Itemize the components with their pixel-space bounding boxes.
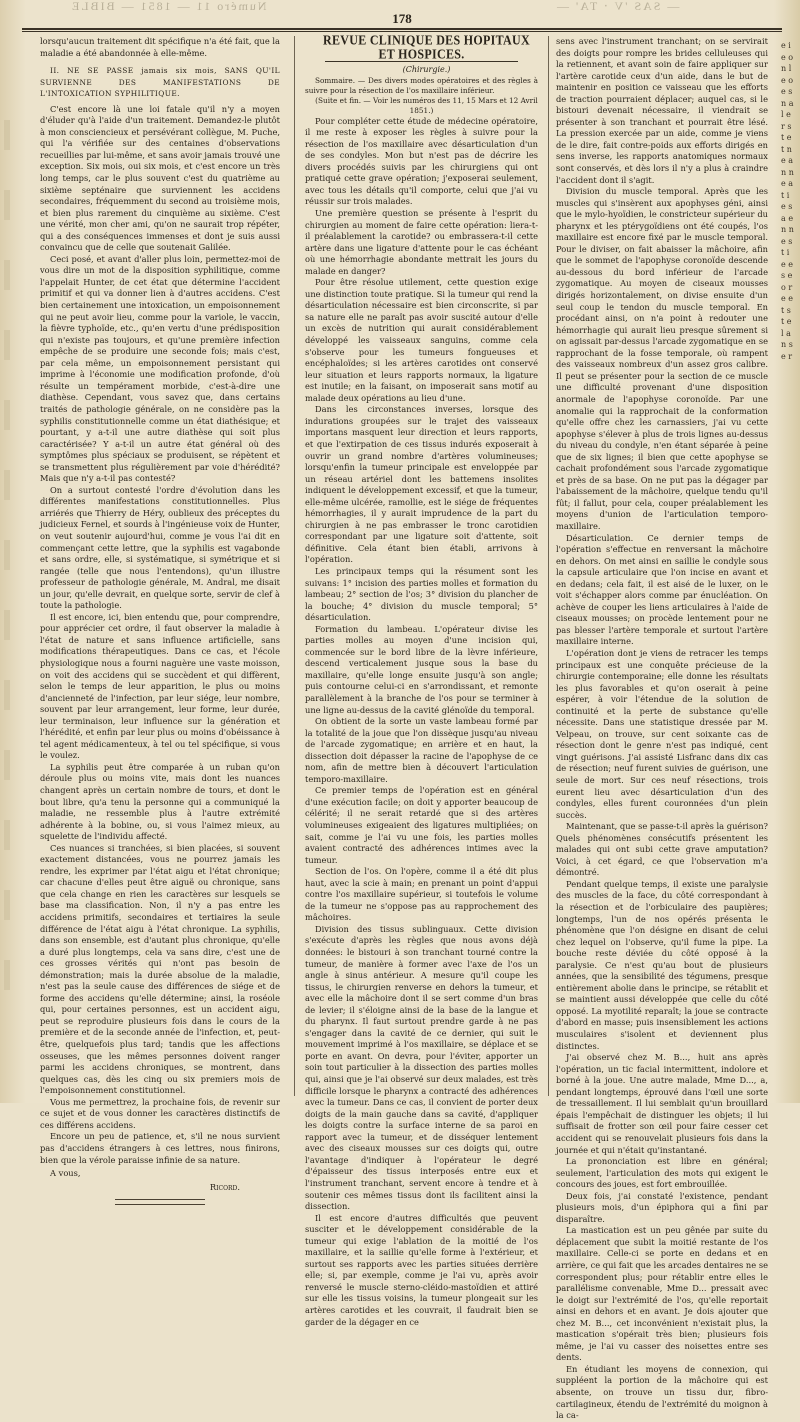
page-number: 178	[392, 11, 412, 26]
right-column	[556, 36, 768, 1421]
paragraph: La mastication est un peu gênée par suite du déplacement que subit la moitié restante de l'os maxillaire. Celle-ci se porte en dedans et en arrière, ce qui fait que les arcades dentaires ne se correspondent plus; pour rétablir entre elles le parallélisme convenable, Mme D... pressait avec le doigt sur l'extrémité de l'os, qu'elle reportait ainsi en dehors et en avant. Je dois ajouter que chez M. B..., cet inconvénient n'existait plus, la mastication s'opérait très bien; plusieurs fois même, je l'ai vu casser des noisettes entre ses dents.	[556, 1225, 768, 1363]
paragraph: Formation du lambeau. L'opérateur divise les parties molles au moyen d'une incision qui, commencée sur le bord libre de la lèvre inférieure, descend verticalement jusque sous la base du maxillaire, qu'elle longe ensuite jusqu'à son angle; puis contourne celui-ci en s'arrondissant, et remonte parallèlement à la branche de l'os pour se terminer à une ligne au-dessus de la cavité glénoïde du temporal.	[305, 623, 538, 715]
column-rule-left	[294, 36, 295, 1096]
column-rule-right	[548, 36, 549, 1096]
paragraph: Encore un peu de patience, et, s'il ne nous survient pas d'accidens étrangers à ces lettres, nous finirons, bien que la vérole paraisse infinie de sa nature.	[40, 1131, 280, 1165]
left-column	[40, 36, 280, 1192]
paragraph: Deux fois, j'ai constaté l'existence, pendant plusieurs mois, d'un épiphora qui a fini par disparaître.	[556, 1190, 768, 1224]
paragraph: Il est encore, ici, bien entendu que, pour comprendre, pour apprécier cet ordre, il faut observer la maladie à l'état de nature et sans influence artificielle, sans modifications thérapeutiques. Dans ce cas, et l'école physiologique nous a fourni naguère une vaste moisson, on voit des accidens qui se succèdent et qui diffèrent, selon le temps de leur apparition, le plus ou moins d'ancienneté de l'infection, par leur siége, leur nombre, souvent par leur arrangement, leur forme, leur durée, leur terminaison, leur influence sur la génération et l'hérédité, et enfin par leur plus ou moins d'obéissance à tel agent médicamenteux, à tel ou tel spécifique, si vous le voulez.	[40, 611, 280, 761]
letter-closing: A vous,	[50, 1168, 81, 1179]
paragraph: Ceci posé, et avant d'aller plus loin, permettez-moi de vous dire un mot de la disposition syphilitique, comme l'appelait Hunter, de cet état que détermine l'accident primitif et qui va donner lien à d'autres accidens. C'est bien certainement une intoxication, un empoisonnement qui ne peut avoir lieu, comme pour la variole, le vaccin, la fièvre typhoïde, etc., qu'en vertu d'une prédisposition qui n'existe pas toujours, et qu'une première infection empêche de se produire une seconde fois; mais c'est, par cela même, un empoisonnement persistant qui imprime à l'économie une modification profonde, d'où résulte un tempérament morbide, c'est-à-dire une diathèse. Cependant, vous savez que, dans certains traités de pathologie générale, on ne considère pas la syphilis constitutionnelle comme un état diathésique; et pourtant, y a-t-il une autre diathèse qui soit plus caractérisée? Y a-t-il un autre état général où des symptômes plus spéciaux se produisent, se répètent et se transmettent plus régulièrement par voie d'hérédité? Mais que n'y a-t-il pas contesté?	[40, 253, 280, 484]
paragraph: La syphilis peut être comparée à un ruban qu'on déroule plus ou moins vite, mais dont les nuances changent après un certain nombre de tours, et dont le bout libre, qu'a tenu la personne qui a communiqué la maladie, ne ressemble plus à l'autre extrémité adhérente à la bobine, ou, si vous l'aimez mieux, au squelette de l'individu affecté.	[40, 761, 280, 842]
binding-shadow	[4, 120, 10, 1000]
paragraph: Division des tissus sublinguaux. Cette division s'exécute d'après les règles que nous avons déjà données: le bistouri à son tranchant tourné contre la tumeur, de manière à former avec l'axe de l'os un angle à sinus antérieur. A mesure qu'il coupe les tissus, le chirurgien renverse en dehors la tumeur, et avec elle la mâchoire dont il se sert comme d'un bras de levier; il s'éloigne ainsi de la base de la langue et du pharynx. Il faut surtout prendre garde à ne pas s'engager dans la cavité de ce dernier, qui suit le mouvement imprimé à l'os maxillaire, se déplace et se porte en avant. On devra, pour l'éviter, apporter un soin tout particulier à la dissection des parties molles qui, ainsi que je l'ai observé sur deux malades, est très difficile lorsque le pharynx a contracté des adhérences avec la tumeur. Dans ce cas, il convient de porter deux doigts de la main gauche dans sa cavité, d'appliquer les doigts contre la surface interne de sa paroi en rapport avec la tumeur, et de disséquer lentement avec des ciseaux mousses sur ces doigts qui, outre l'avantage d'indiquer à l'opérateur le degré d'épaisseur des tissus interposés entre eux et l'instrument tranchant, servent encore à tendre et à soutenir ces mêmes tissus dont ils facilitent ainsi la dissection.	[305, 923, 538, 1212]
bleed-text-right: — SAS 'V ‧ TA' —	[555, 0, 680, 13]
paragraph: Ce premier temps de l'opération est en général d'une exécution facile; on doit y apporter beaucoup de célérité; il ne serait retardé que si des artères volumineuses exigeaient des ligatures multipliées; on sait, comme je l'ai vu une fois, les parties molles avaient contracté des adhérences intimes avec la tumeur.	[305, 785, 538, 865]
section-subtitle: (Chirurgie.)	[402, 65, 451, 75]
paragraph: Ces nuances si tranchées, si bien placées, si souvent exactement distancées, vous ne pourrez jamais les rendre, les exprimer par l'état aigu et l'état chronique; car chacune d'elles peut être aiguë ou chronique, sans que cela change en rien les caractères sur lesquels se base ma classification. Non, il n'y a pas entre les accidens primitifs, secondaires et tertiaires la seule différence de l'état aigu à l'état chronique. La syphilis, dans son ensemble, est d'autant plus chronique, qu'elle a duré plus longtemps, cela va sans dire, c'est une de ces grosses vérités qui n'ont pas besoin de démonstration; mais la durée absolue de la maladie, n'est pas la seule cause des différences de siége et de forme des accidens qu'elle détermine; ainsi, la roséole qui, pour certaines personnes, est un accident aigu, peut se reproduire plusieurs fois dans le cours de la première et de la seconde année de l'infection, et, peut-être, quelquefois plus tard; tandis que les affections osseuses, que les mêmes personnes doivent ranger parmi les accidens chroniques, se montrent, dans quelques cas, dès les cinq ou six premiers mois de l'empoisonnement constitutionnel.	[40, 842, 280, 1096]
paragraph: Désarticulation. Ce dernier temps de l'opération s'effectue en renversant la mâchoire en dehors. On met ainsi en saillie le condyle sous la capsule articulaire que l'on incise en avant et en dedans; cela fait, il est aisé de le luxer, on le voit s'échapper alors comme par énucléation. On achève de couper les liens articulaires à l'aide de ciseaux mousses; on procède lentement pour ne pas blesser l'artère temporale et surtout l'artère maxillaire interne.	[556, 532, 768, 647]
signature: Ricord.	[209, 1181, 240, 1192]
paragraph: sens avec l'instrument tranchant; on se servirait des doigts pour rompre les brides celluleuses qui la retiennent, et avant soin de faire appliquer sur l'artère carotide ceux d'un aide, dans le but de maintenir en position ce vaisseau que les efforts de traction pourraient déplacer; auquel cas, si le bistouri devenait nécessaire, il viendrait se présenter à son tranchant et pourrait être lésé. La pression exercée par un aide, comme je viens de le dire, fait contre-poids aux efforts dirigés en sens inverse, les rapports anatomiques normaux sont conservés, et dès lors il n'y a plus à craindre l'accident dont il s'agit.	[556, 36, 768, 185]
paragraph: lorsqu'aucun traitement dit spécifique n'a été fait, que la maladie a été abandonnée à elle-même.	[40, 36, 280, 58]
paragraph: Section de l'os. On l'opère, comme il a été dit plus haut, avec la scie à main; en prenant un point d'appui contre l'os maxillaire supérieur, si toutefois le volume de la tumeur ne s'oppose pas au rapprochement des mâchoires.	[305, 866, 538, 923]
paragraph: C'est encore là une loi fatale qu'il n'y a moyen d'éluder qu'à l'aide d'un traitement. Demandez-le plutôt à mon consciencieux et persévérant collègue, M. Puche, qui l'a vérifiée sur des centaines d'observations recueillies par lui-même, et sans avoir jamais trouvé une exception. Six mois, oui six mois, et c'est encore un très long temps, car le plus souvent c'est du quatrième au sixième septénaire que surviennent les accidens secondaires, fréquemment du second au troisième mois, et bien plus rarement du cinquième au sixième. C'est une vérité, mon cher ami, qu'on ne saurait trop répéter, qui a des conséquences immenses et dont je suis aussi convaincu que de celle que soutenait Galilée.	[40, 103, 280, 253]
paragraph: Une première question se présente à l'esprit du chirurgien au moment de faire cette opération: liera-t-il préalablement la carotide? ou embrassera-t-il cette artère dans une ligature d'attente pour le cas échéant où une hémorrhagie abondante mettrait les jours du malade en danger?	[305, 208, 538, 276]
continuation-note: (Suite et fin. — Voir les numéros des 11, 15 Mars et 12 Avril 1851.)	[315, 95, 538, 115]
right-margin-bleed: e i e o n l e o e s n a l e r s t e t n e a n n e a t i e s a e n n e s t i e e s e o r e e t s t e l a n s e r	[781, 41, 794, 361]
section-title: REVUE CLINIQUE DES HOPITAUX ET HOSPICES.	[323, 31, 530, 62]
paragraph: Division du muscle temporal. Après que les muscles qui s'insèrent aux apophyses géni, ainsi que le mylo-hyoïdien, le constricteur supérieur du pharynx et les ptérygoïdiens ont été coupés, l'os maxillaire est encore fixé par le muscle temporal. Pour le diviser, on fait abaisser la mâchoire, afin que le sommet de l'apophyse coronoïde descende au-dessous du bord inférieur de l'arcade zygomatique. Au moyen de ciseaux mousses dirigés horizontalement, on divise ensuite d'un seul coup le tendon du muscle temporal. En procédant ainsi, on n'a point à redouter une hémorrhagie qui aurait lieu presque sûrement si on agissait par-dessus l'arcade zygomatique en se rapprochant de la fosse temporale, où rampent des vaisseaux nombreux d'un assez gros calibre. Il peut se présenter pour la section de ce muscle une difficulté provenant d'une disposition anormale de l'apophyse coronoïde. Par une anomalie qui la rapprochait de la conformation qu'elle offre chez les carnassiers, j'ai vu cette apophyse s'élever à plus de trois lignes au-dessus du niveau du condyle, n'en étant séparée à peine que de six lignes; il bien que cette apophyse se cachait profondément sous l'arcade zygomatique et près de sa base. On ne put pas la dégager par l'abaissement de la mâchoire, quelque tendu qu'il fût; il fallut, pour cela, couper préalablement les moyens d'union de l'articulation temporo-maxillaire.	[556, 186, 768, 531]
paragraph: Pour compléter cette étude de médecine opératoire, il me reste à exposer les règles à suivre pour la résection de l'os maxillaire avec désarticulation d'un de ses condyles. Mon but n'est pas de décrire les divers procédés suivis par les chirurgiens qui ont pratiqué cette grave opération; j'exposerai seulement, avec tous les détails qu'il comporte, celui que j'ai vu réussir sur trois malades.	[305, 115, 538, 207]
bleed-text-left: Numéro 11 — 1851 — BIBLE	[70, 0, 267, 13]
paragraph: Il est encore d'autres difficultés que peuvent susciter et le développement considérable de la tumeur qui exige l'ablation de la moitié de l'os maxillaire, et la saillie qu'elle forme à l'extérieur, et surtout ses rapports avec les parties situées derrière elle; si, par exemple, comme je l'ai vu, après avoir renversé le muscle sterno-cléido-mastoïdien et attiré sur elle les tissus voisins, la tumeur plongeait sur les artères carotides et les couvrait, il faudrait bien se garder de la dégager en ce	[305, 1212, 538, 1327]
middle-column	[305, 31, 538, 1327]
paragraph: La prononciation est libre en général; seulement, l'articulation des mots qui exigent le concours des joues, est fort embrouillée.	[556, 1156, 768, 1190]
paragraph: J'ai observé chez M. B..., huit ans après l'opération, un tic facial intermittent, indolore et borné à la joue. Une autre malade, Mme D..., a, pendant longtemps, éprouvé dans l'œil une sorte de tressaillement. Il lui semblait qu'un brouillard épais l'empêchait de distinguer les objets; il lui suffisait de frotter son œil pour faire cesser cet accident qui se renouvelait plusieurs fois dans la journée et qui n'était qu'instantané.	[556, 1052, 768, 1155]
section-heading: II. NE SE PASSE jamais six mois, SANS QU'IL SURVIENNE DES MANIFESTATIONS DE L'INTOXICATION SYPHILITIQUE.	[40, 66, 280, 99]
paragraph: Les principaux temps qui la résument sont les suivans: 1° incision des parties molles et formation du lambeau; 2° section de l'os; 3° division du plancher de la bouche; 4° division du muscle temporal; 5° désarticulation.	[305, 565, 538, 623]
paragraph: Dans les circonstances inverses, lorsque des indurations groupées sur le trajet des vaisseaux importans masquent leur direction et leurs rapports, et que l'extirpation de ces tissus indurés exposerait à ouvrir un grand nombre d'artères volumineuses; lorsqu'enfin la tumeur principale est enveloppée par un réseau artériel dont les battemens insolites indiquent le développement excessif, et que la tumeur, elle-même ulcérée, ramollie, est le siége de fréquentes hémorrhagies, il y aurait imprudence de la part du chirurgien à ne pas embrasser le tronc carotidien correspondant par une ligature soit d'attente, soit définitive. Cela étant bien établi, arrivons à l'opération.	[305, 404, 538, 565]
end-ornament	[115, 1199, 205, 1205]
section-summary: Sommaire. — Des divers modes opératoires et des règles à suivre pour la résection de l'os maxillaire inférieur.	[305, 75, 538, 95]
paragraph: Maintenant, que se passe-t-il après la guérison? Quels phénomènes consécutifs présentent les malades qui ont subi cette grave amputation? Voici, à cet égard, ce que l'observation m'a démontré.	[556, 821, 768, 878]
paragraph: Pour être résolue utilement, cette question exige une distinction toute pratique. Si la tumeur qui rend la désarticulation nécessaire est bien circonscrite, si par sa nature elle ne paraît pas avoir suscité autour d'elle un excès de nutrition qui aurait considérablement développé les vaisseaux sanguins, comme cela s'observe pour les tumeurs fongueuses et encéphaloïdes; si les artères carotides ont conservé leur situation et leurs rapports normaux, la ligature est inutile; en la faisant, on imposerait sans motif au malade deux opérations au lieu d'une.	[305, 277, 538, 403]
paragraph: Pendant quelque temps, il existe une paralysie des muscles de la face, du côté correspondant à la résection et de l'orbiculaire des paupières; longtemps, l'un de nos opérés présenta le phénomène que l'on désigne en disant de celui chez lequel on l'observe, qu'il fume la pipe. La bouche reste déviée du côté opposé à la paralysie. Ce n'est qu'au bout de plusieurs années, que la sensibilité des tégumens, presque entièrement abolie dans le principe, se rétablit et se maintient aussi développée que celle du côté opposé. La myotilité reparaît; la joue se contracte d'abord en masse; puis insensiblement les actions musculaires s'isolent et deviennent plus distinctes.	[556, 878, 768, 1051]
paragraph: En étudiant les moyens de connexion, qui suppléent la portion de la mâchoire qui est absente, on trouve un tissu dur, fibro-cartilagineux, étendu de l'extrémité du moignon à la ca-	[556, 1363, 768, 1421]
paragraph: On a surtout contesté l'ordre d'évolution dans les différentes manifestations constitutionnelles. Plus arriérés que Thierry de Héry, oublieux des préceptes du judicieux Fernel, et sourds à l'ingénieuse voix de Hunter, on veut soutenir aujourd'hui, comme je vous l'ai dit en commençant cette lettre, que la syphilis est vagabonde et sans ordre, elle, si systématique, si symétrique et si rangée (telle que nous l'entendons), qu'un illustre professeur de pathologie générale, M. Andral, me disait un jour, qu'elle devrait, en quelque sorte, servir de clef à toute la pathologie.	[40, 484, 280, 611]
paragraph: L'opération dont je viens de retracer les temps principaux est une conquête précieuse de la chirurgie contemporaine; elle donne les résultats les plus favorables et qu'on oserait à peine espérer, à voir l'étendue de la solution de continuité et la perte de substance qu'elle nécessite. Dans une statistique dressée par M. Velpeau, on trouve, sur cent soixante cas de résection dont le genre n'est pas indiqué, cent vingt guérisons. J'ai assisté Lisfranc dans dix cas de résection; neuf furent suivies de guérison, une seule de mort. Sur ces neuf résections, trois eurent lieu avec désarticulation d'un des condyles, elles furent couronnées d'un plein succès.	[556, 647, 768, 820]
paragraph: Vous me permettrez, la prochaine fois, de revenir sur ce sujet et de vous donner les caractères distinctifs de ces différens accidens.	[40, 1096, 280, 1130]
paragraph: On obtient de la sorte un vaste lambeau formé par la totalité de la joue que l'on dissèque jusqu'au niveau de l'arcade zygomatique; en arrière et en haut, la dissection doit dépasser la racine de l'apophyse de ce nom, afin de mettre bien à découvert l'articulation temporo-maxillaire.	[305, 716, 538, 784]
